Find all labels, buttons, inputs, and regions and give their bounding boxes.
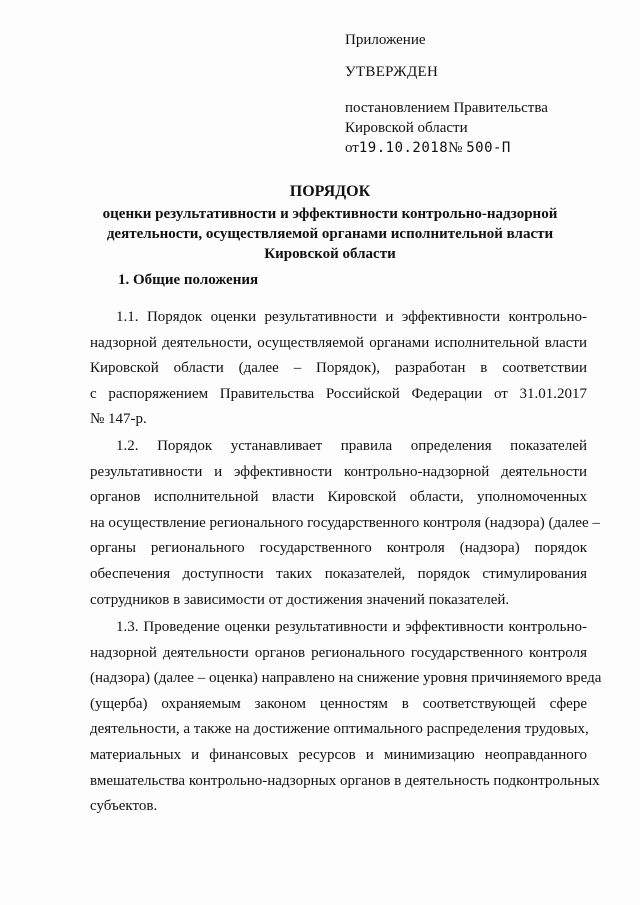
appendix-label: Приложение: [345, 32, 426, 48]
title-line-1: оценки результативности и эффективности контрольно-надзорной: [102, 206, 558, 222]
section-heading: 1. Общие положения: [118, 272, 259, 288]
text-line: результативности и эффективности контрольно-надзорной деятельности: [90, 463, 587, 480]
decree-line-2: Кировской области: [345, 120, 468, 136]
title-line-3: Кировской области: [264, 246, 396, 262]
date-prefix: от: [345, 140, 359, 156]
text-line: органы регионального государственного контроля (надзора) порядок: [90, 540, 587, 557]
decree-line-1: постановлением Правительства: [345, 100, 548, 116]
text-line: (ущерба) охраняемым законом ценностям в соответствующей сфере: [90, 695, 587, 712]
document-title: ПОРЯДОК: [289, 183, 371, 200]
text-line: обеспечения доступности таких показателей, порядок стимулирования: [90, 565, 587, 582]
text-line: надзорной деятельности, осуществляемой органами исполнительной власти: [90, 334, 587, 351]
paragraph-1-3: [90, 615, 602, 820]
decree-date-line: [345, 138, 511, 158]
title-line-2: деятельности, осуществляемой органами исполнительной власти: [106, 226, 554, 242]
paragraph-1-2: [90, 434, 600, 613]
text-line: № 147-р.: [90, 411, 147, 428]
text-line: Кировской области (далее – Порядок), разработан в соответствии: [90, 360, 587, 377]
text-line: 1.3. Проведение оценки результативности и эффективности контрольно-: [116, 619, 587, 635]
paragraph-1-1: [90, 305, 587, 433]
text-line: органов исполнительной власти Кировской области, уполномоченных: [90, 489, 587, 506]
text-line: на осуществление регионального государственного контроля (надзора) (далее –: [90, 514, 600, 531]
handwritten-date: 19.10.2018: [358, 140, 449, 156]
text-line: (надзора) (далее – оценка) направлено на снижение уровня причиняемого вреда: [90, 670, 602, 687]
text-line: вмешательства контрольно-надзорных органов в деятельность подконтрольных: [90, 772, 600, 789]
handwritten-number: 500-П: [466, 140, 511, 156]
text-line: надзорной деятельности органов регионального государственного контроля: [90, 644, 587, 661]
text-line: субъектов.: [90, 798, 158, 815]
text-line: сотрудников в зависимости от достижения значений показателей.: [90, 591, 510, 608]
text-line: 1.1. Порядок оценки результативности и эффективности контрольно-: [116, 309, 587, 325]
text-line: с распоряжением Правительства Российской Федерации от 31.01.2017: [90, 385, 587, 402]
approved-label: УТВЕРЖДЕН: [345, 64, 439, 80]
number-prefix: №: [448, 140, 463, 156]
text-line: 1.2. Порядок устанавливает правила определения показателей: [116, 438, 587, 454]
text-line: деятельности, а также на достижение оптимального распределения трудовых,: [90, 721, 589, 738]
text-line: материальных и финансовых ресурсов и минимизацию неоправданного: [90, 746, 587, 763]
